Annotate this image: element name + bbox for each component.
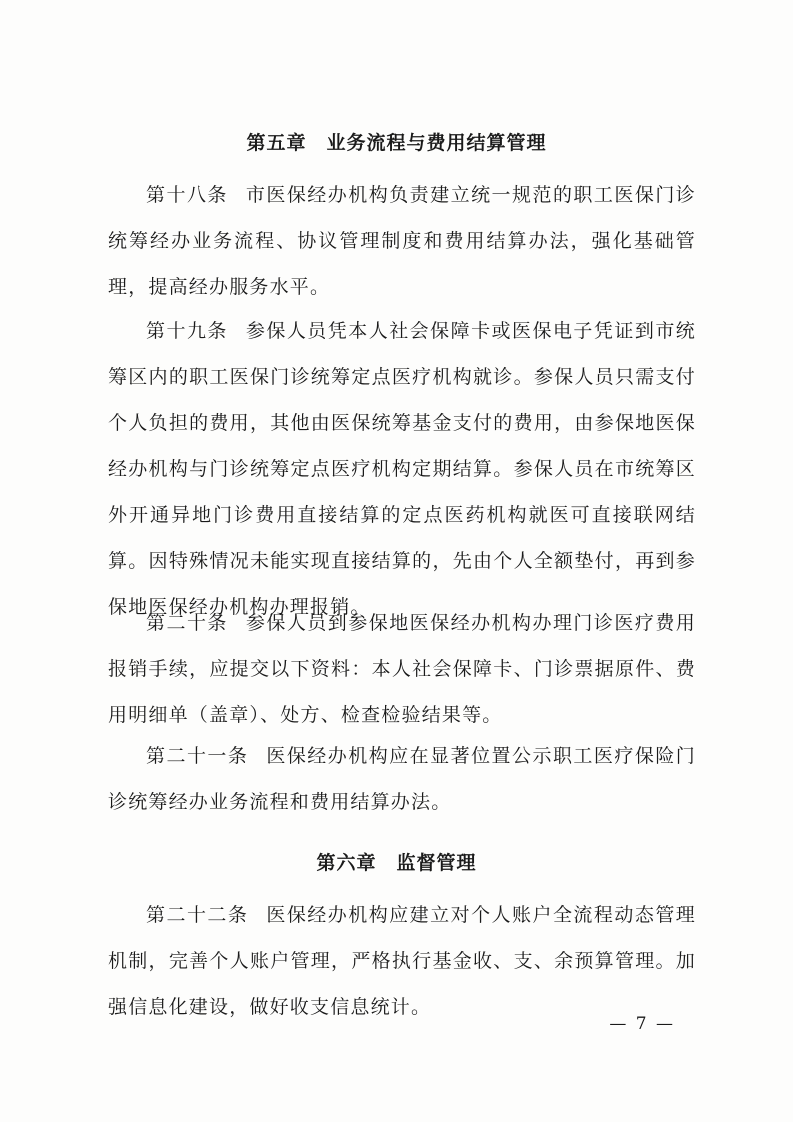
chapter-title: 业务流程与费用结算管理 [326,132,547,154]
article-paragraph [108,308,696,630]
chapter-heading-6 [0,848,793,875]
article-number: 第二十一条 [146,745,249,767]
article-paragraph [108,733,696,825]
page-number: — 7 — [609,1014,675,1034]
article-text: 医保经办机构应在显著位置公示职工医疗保险门诊统筹经办业务流程和费用结算办法。 [108,745,696,813]
article-text: 市医保经办机构负责建立统一规范的职工医保门诊统筹经办业务流程、协议管理制度和费用结算办法，强化基础管理，提高经办服务水平。 [108,184,696,298]
chapter-label: 第五章 [246,132,307,154]
article-paragraph [108,892,696,1030]
article-number: 第二十条 [146,612,228,634]
article-number: 第十九条 [146,320,228,342]
chapter-heading-5 [0,128,793,155]
article-number: 第十八条 [146,184,228,206]
article-number: 第二十二条 [146,904,249,926]
chapter-label: 第六章 [316,852,377,874]
article-text: 参保人员到参保地医保经办机构办理门诊医疗费用报销手续，应提交以下资料：本人社会保障卡、门诊票据原件、费用明细单（盖章）、处方、检查检验结果等。 [108,612,696,726]
article-text: 医保经办机构应建立对个人账户全流程动态管理机制，完善个人账户管理，严格执行基金收、支、余预算管理。加强信息化建设，做好收支信息统计。 [108,904,696,1018]
article-paragraph [108,600,696,738]
article-text: 参保人员凭本人社会保障卡或医保电子凭证到市统筹区内的职工医保门诊统筹定点医疗机构就诊。参保人员只需支付个人负担的费用，其他由医保统筹基金支付的费用，由参保地医保经办机构与门诊统筹定点医疗机构定期结算。参保人员在市统筹区外开通异地门诊费用直接结算的定点医药机构就医可直接联网结算。因特殊情况未能实现直接结算的，先由个人全额垫付，再到参保地医保经办机构办理报销。 [108,320,696,618]
article-paragraph [108,172,696,310]
chapter-title: 监督管理 [396,852,477,874]
